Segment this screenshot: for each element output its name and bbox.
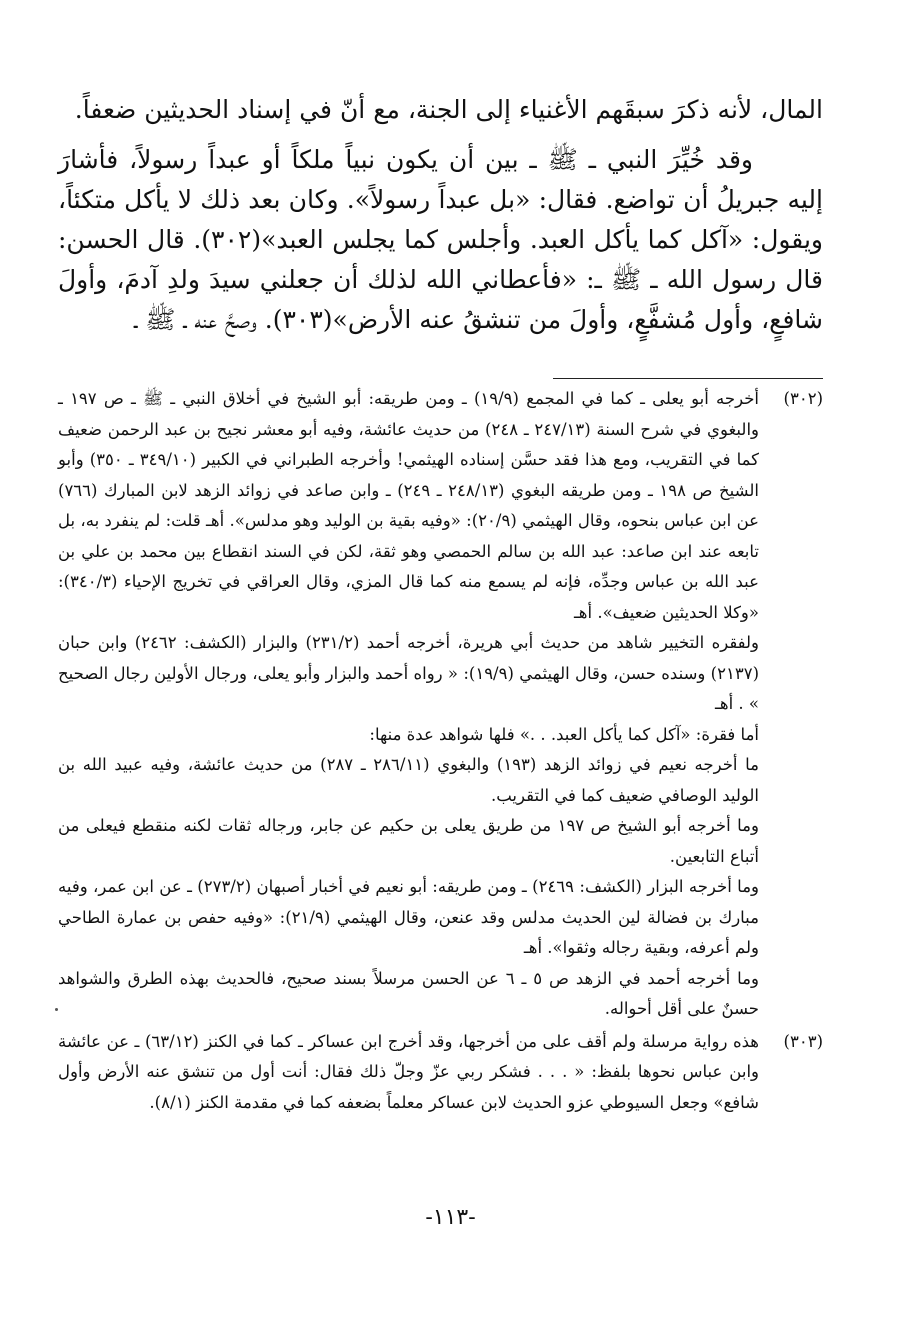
footnote-separator bbox=[553, 378, 823, 379]
footnote-paragraph: أخرجه أبو يعلى ـ كما في المجمع (١٩/٩) ـ ومن طريقه: أبو الشيخ في أخلاق النبي ـ ﷺ ـ ص ١٩٧ ـ والبغوي في شرح السنة (٢٤٧/١٣ ـ ٢٤٨) من حديث عائشة، وفيه أبو معشر نجيح بن عبد الرحمن ضعيف كما في التقريب، ومع هذا فقد حسَّن إسناده الهيثمي! وأخرجه الطبراني في الكبير (٣٤٩/١٠ ـ ٣٥٠) وأبو الشيخ ص ١٩٨ ـ ومن طريقه البغوي (٢٤٨/١٣ ـ ٢٤٩) ـ وابن صاعد في زوائد الزهد لابن المبارك (٧٦٦) عن ابن عباس بنحوه، وقال الهيثمي (٢٠/٩): «وفيه بقية بن الوليد وهو مدلس». أهـ قلت: لم ينفرد به، بل تابعه عند ابن صاعد: عبد الله بن سالم الحمصي وهو ثقة، لكن في السند انقطاع بين محمد بن علي بن عبد الله بن عباس وجدِّه، فإنه لم يسمع منه كما قال المزي، وقال العراقي في تخريج الإحياء (٣٤٠/٣): «وكلا الحديثين ضعيف». أهـ bbox=[58, 389, 759, 622]
footnote-303 bbox=[58, 1027, 823, 1119]
footnote-number: (٣٠٢) bbox=[783, 389, 823, 408]
footnote-paragraph: ما أخرجه نعيم في زوائد الزهد (١٩٣) والبغوي (٢٨٦/١١ ـ ٢٨٧) من حديث عائشة، وفيه عبيد الله بن الوليد الوصافي ضعيف كما في التقريب. bbox=[58, 755, 759, 805]
footnote-number: (٣٠٣) bbox=[783, 1031, 823, 1051]
footnote-paragraph: أما فقرة: «آكل كما يأكل العبد. . .» فلها شواهد عدة منها: bbox=[369, 724, 759, 744]
main-paragraph: المال، لأنه ذكرَ سبقَهم الأغنياء إلى الجنة، مع أنّ في إسناد الحديثين ضعفاً. bbox=[74, 95, 823, 124]
footnote-paragraph: وما أخرجه أبو الشيخ ص ١٩٧ من طريق يعلى بن حكيم عن جابر، ورجاله ثقات لكنه منقطع فيعلى من أتباع التابعين. bbox=[58, 816, 759, 866]
footnote-302 bbox=[58, 384, 823, 1025]
page-number: -١١٣- bbox=[425, 1205, 476, 1230]
footnote-paragraph: وما أخرجه أحمد في الزهد ص ٥ ـ ٦ عن الحسن مرسلاً بسند صحيح، فالحديث بهذه الطرق والشواهد حسنٌ على أقل أحواله. bbox=[58, 968, 759, 1018]
main-text bbox=[58, 90, 823, 340]
footnotes bbox=[58, 384, 823, 1118]
footnote-paragraph: هذه رواية مرسلة ولم أقف على من أخرجها، وقد أخرج ابن عساكر ـ كما في الكنز (٦٣/١٢) ـ عن عائشة وابن عباس نحوها بلفظ: « . . . فشكر ربي عزّ وجلّ ذلك فقال: أنت أول من تنشق عنه الأرض وأول شافع» وجعل السيوطي عزو الحديث لابن عساكر معلماً بضعفه كما في مقدمة الكنز (٨/١). bbox=[58, 1031, 759, 1112]
main-paragraph: وقد خُيِّرَ النبي ـ ﷺ ـ بين أن يكون نبياً ملكاً أو عبداً رسولاً، فأشارَ إليه جبريلُ أن تواضع. فقال: «بل عبداً رسولاً». وكان بعد ذلك لا يأكل متكئاً، ويقول: «آكل كما يأكل العبد. وأجلس كما يجلس العبد»(٣٠٢). قال الحسن: قال رسول الله ـ ﷺ ـ: «فأعطاني الله لذلك أن جعلني سيدَ ولدِ آدمَ، وأولَ شافعٍ، وأول مُشفَّعٍ، وأولَ من تنشقُ عنه الأرض»(٣٠٣). وصحَّ عنه ـ ﷺ ـ bbox=[58, 145, 823, 334]
footnote-paragraph: وما أخرجه البزار (الكشف: ٢٤٦٩) ـ ومن طريقه: أبو نعيم في أخبار أصبهان (٢٧٣/٢) ـ عن ابن عمر، وفيه مبارك بن فضالة لين الحديث مدلس وقد عنعن، وقال الهيثمي (٢١/٩): «وفيه حفص بن عمارة الطاحي ولم أعرفه، وبقية رجاله وثقوا». أهـ bbox=[58, 877, 760, 957]
scan-speck bbox=[55, 1008, 58, 1011]
footnote-paragraph: ولفقره التخيير شاهد من حديث أبي هريرة، أخرجه أحمد (٢٣١/٢) والبزار (الكشف: ٢٤٦٢) وابن حبان (٢١٣٧) وسنده حسن، وقال الهيثمي (١٩/٩): « رواه أحمد والبزار وأبو يعلى، ورجال الأولين رجال الصحيح » . أهـ bbox=[58, 633, 760, 713]
